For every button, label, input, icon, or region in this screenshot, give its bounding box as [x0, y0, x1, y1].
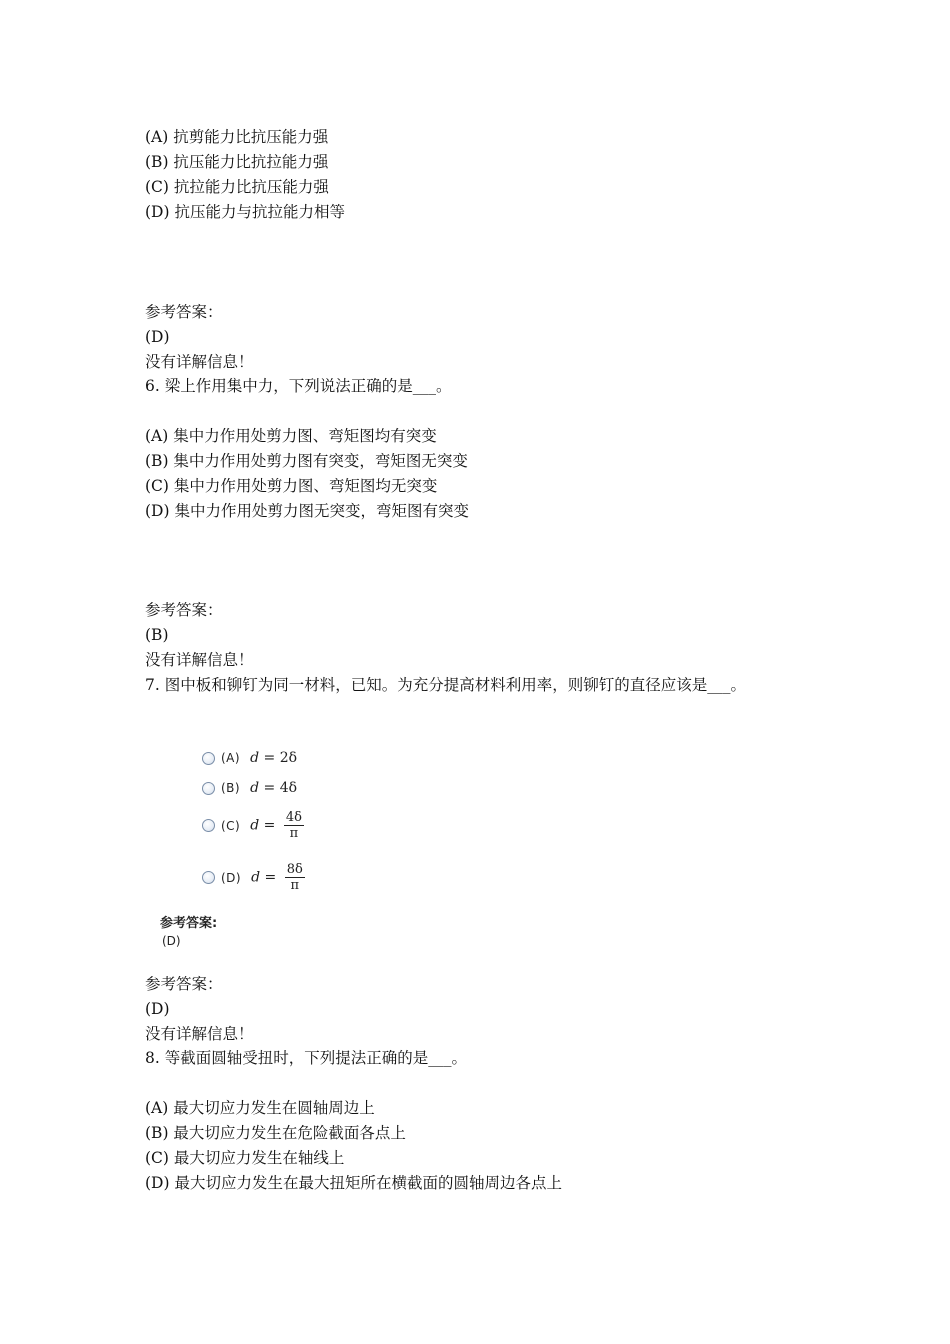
radio-icon[interactable]: [202, 819, 215, 832]
fraction: $\frac{4\delta}{\pi}$: [285, 810, 302, 841]
q8-option-b: (B) 最大切应力发生在危险截面各点上: [145, 1124, 406, 1142]
q5-option-d: (D) 抗压能力与抗拉能力相等: [145, 203, 345, 221]
q7-image-option-label: (D): [221, 870, 242, 885]
q7-image-formula: d = $\frac{4\delta}{\pi}$: [250, 810, 302, 841]
q7-answer-label: 参考答案：: [145, 975, 223, 993]
q6-answer-label: 参考答案：: [145, 601, 223, 619]
fraction: $\frac{8\delta}{\pi}$: [286, 862, 303, 893]
q5-option-b: (B) 抗压能力比抗拉能力强: [145, 153, 329, 171]
radio-icon[interactable]: [202, 782, 215, 795]
q5-answer: (D): [145, 328, 170, 346]
q7-image-option-a[interactable]: [202, 750, 297, 766]
q7-image-answer: (D): [162, 934, 181, 948]
q6-explain: 没有详解信息！: [145, 651, 254, 669]
q7-image-option-label: (C): [221, 818, 241, 833]
q6-option-b: (B) 集中力作用处剪力图有突变，弯矩图无突变: [145, 452, 468, 470]
q7-image-formula: d = 2δ: [250, 750, 298, 766]
q5-option-c: (C) 抗拉能力比抗压能力强: [145, 178, 329, 196]
q5-answer-label: 参考答案：: [145, 303, 223, 321]
q5-explain: 没有详解信息！: [145, 353, 254, 371]
q6-answer: (B): [145, 626, 169, 644]
q7-question: 7. 图中板和铆钉为同一材料，已知。为充分提高材料利用率，则铆钉的直径应该是___。: [145, 676, 746, 694]
q6-option-a: (A) 集中力作用处剪力图、弯矩图均有突变: [145, 427, 437, 445]
q6-option-c: (C) 集中力作用处剪力图、弯矩图均无突变: [145, 477, 438, 495]
q8-question: 8. 等截面圆轴受扭时，下列提法正确的是___。: [145, 1049, 467, 1067]
q6-option-d: (D) 集中力作用处剪力图无突变，弯矩图有突变: [145, 502, 469, 520]
q7-image-option-label: (A): [221, 751, 241, 765]
q7-image-option-b[interactable]: [202, 780, 297, 796]
q7-embedded-image: [160, 742, 360, 954]
radio-icon[interactable]: [202, 871, 215, 884]
q7-image-formula: d = 4δ: [250, 780, 298, 796]
q7-image-option-d[interactable]: [202, 862, 305, 893]
q5-option-a: (A) 抗剪能力比抗压能力强: [145, 128, 329, 146]
q7-image-option-label: (B): [221, 781, 241, 795]
radio-icon[interactable]: [202, 752, 215, 765]
q8-option-d: (D) 最大切应力发生在最大扭矩所在横截面的圆轴周边各点上: [145, 1174, 562, 1192]
q7-image-answer-label: 参考答案:: [160, 916, 218, 931]
q6-question: 6. 梁上作用集中力，下列说法正确的是___。: [145, 377, 452, 395]
q8-option-c: (C) 最大切应力发生在轴线上: [145, 1149, 345, 1167]
q7-explain: 没有详解信息！: [145, 1025, 254, 1043]
q7-image-option-c[interactable]: [202, 810, 304, 841]
q8-option-a: (A) 最大切应力发生在圆轴周边上: [145, 1099, 375, 1117]
q7-answer: (D): [145, 1000, 170, 1018]
q7-image-formula: d = $\frac{8\delta}{\pi}$: [251, 862, 303, 893]
